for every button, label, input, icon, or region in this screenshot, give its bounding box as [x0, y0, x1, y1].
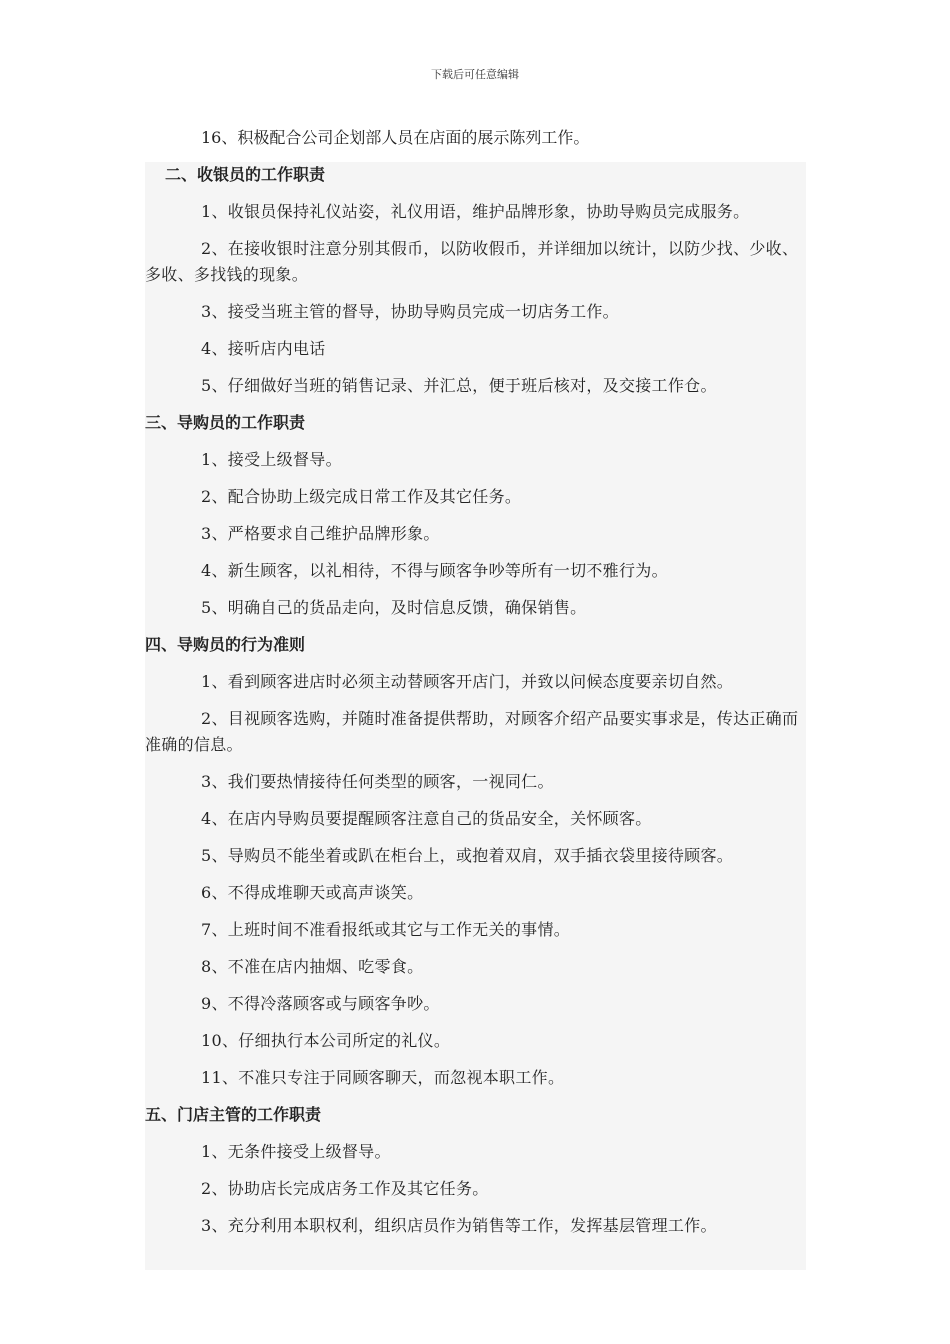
list-item: 1、看到顾客进店时必须主动替顾客开店门，并致以问候态度要亲切自然。 — [201, 672, 734, 691]
list-item: 5、明确自己的货品走向，及时信息反馈，确保销售。 — [201, 598, 587, 617]
list-item: 7、上班时间不准看报纸或其它与工作无关的事情。 — [201, 920, 571, 939]
list-item: 3、严格要求自己维护品牌形象。 — [201, 524, 440, 543]
page-header-note: 下载后可任意编辑 — [431, 68, 519, 81]
list-item: 3、充分利用本职权利，组织店员作为销售等工作，发挥基层管理工作。 — [201, 1216, 717, 1235]
list-item: 10、仔细执行本公司所定的礼仪。 — [201, 1031, 451, 1050]
list-item: 1、无条件接受上级督导。 — [201, 1142, 391, 1161]
list-item: 6、不得成堆聊天或高声谈笑。 — [201, 883, 424, 902]
list-item: 4、接听店内电话 — [201, 339, 326, 358]
list-item: 11、不准只专注于同顾客聊天，而忽视本职工作。 — [201, 1068, 565, 1087]
section-heading: 五、门店主管的工作职责 — [145, 1105, 322, 1124]
document-body — [145, 162, 825, 1250]
list-item: 3、我们要热情接待任何类型的顾客，一视同仁。 — [201, 772, 554, 791]
list-item: 9、不得冷落顾客或与顾客争吵。 — [201, 994, 440, 1013]
list-item: 1、接受上级督导。 — [201, 450, 342, 469]
list-item: 4、在店内导购员要提醒顾客注意自己的货品安全，关怀顾客。 — [201, 809, 652, 828]
list-item: 3、接受当班主管的督导，协助导购员完成一切店务工作。 — [201, 302, 619, 321]
list-item: 8、不准在店内抽烟、吃零食。 — [201, 957, 424, 976]
list-item: 2、协助店长完成店务工作及其它任务。 — [201, 1179, 489, 1198]
list-item: 5、仔细做好当班的销售记录、并汇总，便于班后核对，及交接工作仓。 — [201, 376, 717, 395]
list-item: 2、在接收银时注意分别其假币，以防收假币，并详细加以统计，以防少找、少收、多收、多找钱的现象。 — [145, 239, 799, 284]
list-item: 16、积极配合公司企划部人员在店面的展示陈列工作。 — [201, 128, 590, 147]
section-heading: 三、导购员的工作职责 — [145, 413, 306, 432]
list-item: 1、收银员保持礼仪站姿，礼仪用语，维护品牌形象，协助导购员完成服务。 — [201, 202, 750, 221]
section-heading: 二、收银员的工作职责 — [165, 165, 326, 184]
list-item: 5、导购员不能坐着或趴在柜台上，或抱着双肩，双手插衣袋里接待顾客。 — [201, 846, 734, 865]
section-heading: 四、导购员的行为准则 — [145, 635, 306, 654]
list-item: 2、目视顾客选购，并随时准备提供帮助，对顾客介绍产品要实事求是，传达正确而准确的信息。 — [145, 709, 799, 754]
list-item: 4、新生顾客，以礼相待，不得与顾客争吵等所有一切不雅行为。 — [201, 561, 668, 580]
list-item: 2、配合协助上级完成日常工作及其它任务。 — [201, 487, 522, 506]
